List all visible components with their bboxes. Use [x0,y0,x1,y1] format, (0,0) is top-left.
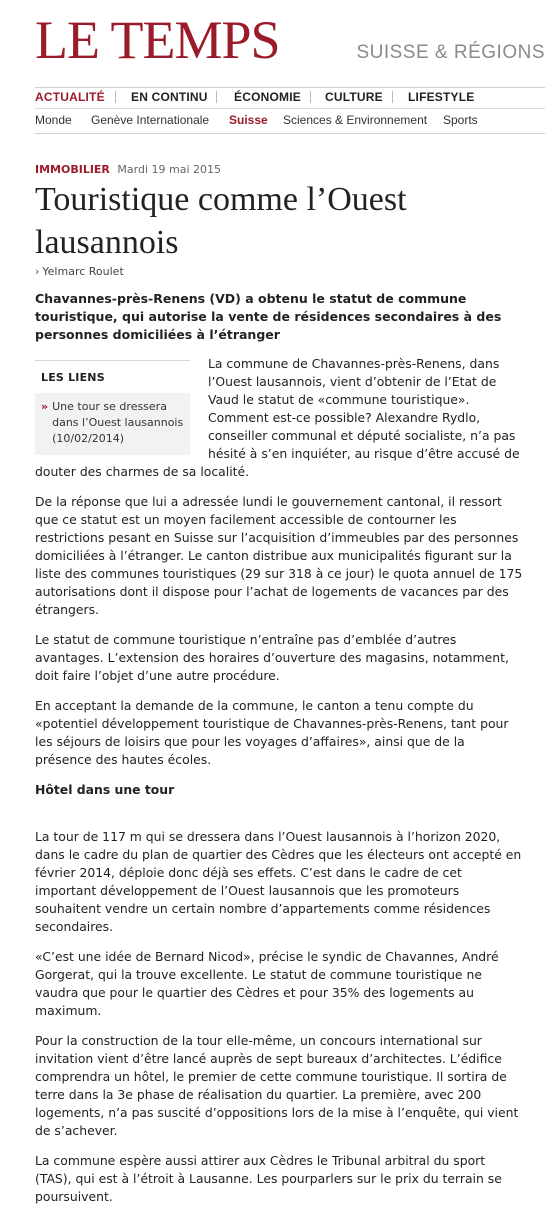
author-name[interactable]: Yelmarc Roulet [42,265,124,278]
nav-item-culture[interactable]: CULTURE [325,90,383,104]
article-body [35,355,525,1218]
double-chevron-icon: » [41,400,49,413]
chevron-right-icon: › [35,265,40,278]
nav-item-economie[interactable]: ÉCONOMIE [234,90,301,104]
nav-divider [216,91,217,103]
sub-nav [35,108,545,134]
article-author [35,265,124,278]
paragraph: La commune de Chavannes-près-Renens, dans l’Ouest lausannois, vient d’obtenir de l’Etat de Vaud le statut de «commune touristique». Comment est-ce possible? Alexandre Rydlo, conseiller communal et député socialiste, n’a pas hésité à s’en inquiéter, au risque d’être accusé de douter des charmes de sa localité. [35,356,520,479]
paragraph: La tour de 117 m qui se dressera dans l’Ouest lausannois à l’horizon 2020, dans le cadre du plan de quartier des Cèdres que les électeurs ont accepté en février 2014, déploie donc déjà ses effets. C’est dans le cadre de cet important développement de l’Ouest lausannois que les promoteurs souhaitent vendre un certain nombre d’appartements comme résidences secondaires. [35,829,522,934]
subnav-item-suisse[interactable]: Suisse [229,113,268,127]
nav-item-en-continu[interactable]: EN CONTINU [131,90,208,104]
nav-divider [310,91,311,103]
section-title[interactable]: SUISSE & RÉGIONS [356,42,545,63]
article-title: Touristique comme l’Ouest lausannois [35,181,407,261]
nav-divider [392,91,393,103]
paragraph: Pour la construction de la tour elle-même, un concours international sur invitation vient d’être lancé auprès de sept bureaux d’architectes. L’édifice comprendra un hôtel, le premier de cette commune touristique. Il sortira de terre dans la 3e phase de réalisation du quartier. La première, avec 200 logements, n’a pas suscité d’oppositions lors de la mise à l’enquête, qui vient de s’achever. [35,1033,519,1138]
article-lead: Chavannes-près-Renens (VD) a obtenu le statut de commune touristique, qui autorise la vente de résidences secondaires à des personnes domiciliées à l’étranger [35,291,502,342]
nav-item-actualite[interactable]: ACTUALITÉ [35,90,105,104]
article-meta [35,163,221,176]
related-links-list [35,393,190,455]
subnav-item-monde[interactable]: Monde [35,113,72,127]
related-links-title: LES LIENS [41,371,105,384]
article-kicker[interactable]: IMMOBILIER [35,163,110,176]
paragraph: La commune espère aussi attirer aux Cèdres le Tribunal arbitral du sport (TAS), qui est à l’étroit à Lausanne. Les pourparlers sur le prix du terrain se poursuivent. [35,1153,502,1204]
related-link-text[interactable]: Une tour se dressera dans l’Ouest lausannois (10/02/2014) [52,400,184,445]
paragraph: «C’est une idée de Bernard Nicod», précise le syndic de Chavannes, André Gorgerat, qui la trouve excellente. Le statut de commune touristique ne vaudra que pour le quartier des Cèdres et pour 35% des logements au maximum. [35,949,499,1018]
paragraph: De la réponse que lui a adressée lundi le gouvernement cantonal, il ressort que ce statut est un moyen facilement accessible de contourner les restrictions pesant en Suisse sur l’acquisition d’immeubles par des personnes domiciliées à l’étranger. Le canton distribue aux municipalités figurant sur la liste des communes touristiques (29 sur 318 à ce jour) le quota annuel de 175 autorisations dont il dispose pour l’achat de logements de vacances par des étrangers. [35,494,523,617]
article-subheading: Hôtel dans une tour [35,782,175,797]
masthead [35,10,545,70]
nav-divider [115,91,116,103]
subnav-item-geneve-internationale[interactable]: Genève Internationale [91,113,210,127]
subnav-item-sciences-environnement[interactable]: Sciences & Environnement [283,113,428,127]
paragraph: En acceptant la demande de la commune, le canton a tenu compte du «potentiel développement touristique de Chavannes-près-Renens, tant pour les séjours de loisirs que pour les voyages d’affaires», ainsi que de la présence des hautes écoles. [35,698,509,767]
related-link[interactable] [41,399,184,447]
paragraph: Le statut de commune touristique n’entraîne pas d’emblée d’autres avantages. L’extension des horaires d’ouverture des magasins, notamment, doit faire l’objet d’une autre procédure. [35,632,509,683]
article-date: Mardi 19 mai 2015 [117,163,221,176]
subnav-item-sports[interactable]: Sports [443,113,478,127]
main-nav [35,87,545,107]
nav-item-lifestyle[interactable]: LIFESTYLE [408,90,475,104]
related-links [35,360,190,455]
site-logo[interactable]: LE TEMPS [35,10,280,70]
